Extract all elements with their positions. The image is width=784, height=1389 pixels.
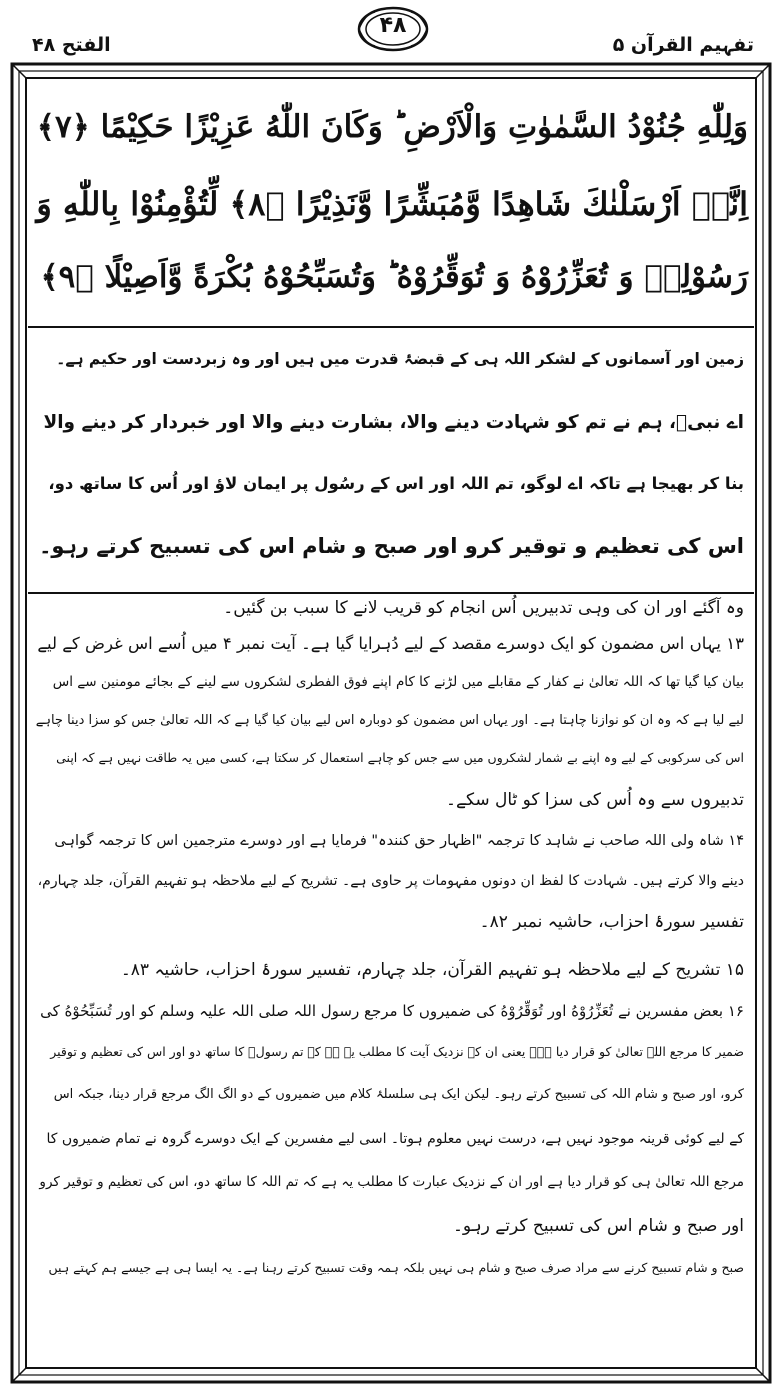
translation-line: اے نبیؐ، ہم نے تم کو شہادت دینے والا، بشارت دینے والا اور خبردار کر دینے والا: [43, 412, 744, 433]
ayah-line: وَلِلّٰهِ جُنُوْدُ السَّمٰوٰتِ وَالْاَرْضِ ؕ وَكَانَ اللّٰهُ عَزِیْزًا حَكِیْمًا ﴿۷﴾: [36, 109, 748, 145]
page-number-medallion: [355, 4, 431, 54]
footnote-line: کے لیے کوئی قرینہ موجود نہیں ہے، درست نہیں معلوم ہوتا۔ اسی لیے مفسرین کے ایک دوسرے گروہ نے تمام ضمیروں کا: [46, 1131, 744, 1147]
footnote-line: وہ آگئے اور ان کی وہی تدبیریں اُس انجام کو قریب لانے کا سبب بن گئیں۔: [223, 598, 744, 618]
footnote-line: مرجع اللہ تعالیٰ ہی کو قرار دیا ہے اور ان کے نزدیک عبارت کا مطلب یہ ہے کہ تم اللہ کا ساتھ دو، اس کی تعظیم و توقیر کرو: [39, 1174, 744, 1190]
footnote-line: دینے والا کرتے ہیں۔ شہادت کا لفظ ان دونوں مفہومات پر حاوی ہے۔ تشریح کے لیے ملاحظہ ہو تفہیم القرآن، جلد چہارم،: [37, 873, 744, 889]
footnote-line: صبح و شام تسبیح کرنے سے مراد صرف صبح و شام ہی نہیں بلکہ ہمہ وقت تسبیح کرتے رہنا ہے۔ یہ ایسا ہی ہے جیسے ہم کہتے ہیں: [48, 1260, 744, 1275]
translation-line: زمین اور آسمانوں کے لشکر اللہ ہی کے قبضۂ قدرت میں ہیں اور وہ زبردست اور حکیم ہے۔: [56, 350, 744, 368]
quran-verses: [28, 90, 754, 322]
footnote-line: لیے لیا ہے کہ وہ ان کو نوازنا چاہتا ہے۔ اور یہاں اس مضمون کو دوبارہ اس لیے بیان کیا گیا ہے کہ اللہ تعالیٰ جس کو سزا دینا چاہے: [35, 713, 744, 728]
translation-line: بنا کر بھیجا ہے تاکہ اے لوگو، تم اللہ اور اس کے رسُول پر ایمان لاؤ اور اُس کا ساتھ دو،: [48, 474, 744, 493]
footnote-line: ۱۳ یہاں اس مضمون کو ایک دوسرے مقصد کے لیے دُہرایا گیا ہے۔ آیت نمبر ۴ میں اُسے اس غرض کے لیے: [37, 634, 744, 653]
page-number: ۴۸: [379, 13, 407, 38]
surah-label: الفتح ۴۸: [32, 34, 111, 56]
ayah-line: رَسُوْلِهٖ وَ تُعَزِّرُوْهُ وَ تُوَقِّرُوْهُ ؕ وَتُسَبِّحُوْهُ بُكْرَةً وَّاَصِیْلًا ﴿۹﴾: [40, 259, 748, 295]
book-title-label: تفہیم القرآن ۵: [612, 34, 754, 56]
footnote-line: ۱۴ شاہ ولی اللہ صاحب نے شاہد کا ترجمہ "اظہار حق کنندہ" فرمایا ہے اور دوسرے مترجمین اس کا ترجمہ گواہی: [54, 833, 744, 849]
page-header: [0, 0, 784, 58]
section-divider: [28, 326, 754, 328]
footnote-line: اور صبح و شام اس کی تسبیح کرتے رہو۔: [452, 1216, 744, 1236]
footnote-line: ۱۶ بعض مفسرین نے تُعَزِّرُوْهُ اور تُوَقِّرُوْهُ کی ضمیروں کا مرجع رسول اللہ صلی اللہ علیہ وسلم کو اور تُسَبِّحُوْهُ کی: [40, 1002, 744, 1020]
footnote-line: ۱۵ تشریح کے لیے ملاحظہ ہو تفہیم القرآن، جلد چہارم، تفسیر سورۂ احزاب، حاشیہ ۸۳۔: [120, 960, 744, 980]
footnote-line: ضمیر کا مرجع اللہ تعالیٰ کو قرار دیا ہے۔ یعنی ان کے نزدیک آیت کا مطلب یہ ہے کہ تم رسولؐ کا ساتھ دو اور اس کی تعظیم و توقیر: [50, 1044, 744, 1059]
footnote-line: تدبیروں سے وہ اُس کی سزا کو ٹال سکے۔: [446, 790, 744, 810]
footnote-line: بیان کیا گیا تھا کہ اللہ تعالیٰ نے کفار کے مقابلے میں لڑنے کا کام اپنے فوق الفطری لشکروں سے لینے کے بجائے مومنین سے اس: [52, 674, 744, 690]
footnote-line: اس کی سرکوبی کے لیے وہ اپنے بے شمار لشکروں میں سے جس کو چاہے استعمال کر سکتا ہے، کسی میں یہ طاقت نہیں ہے کہ اپنی: [56, 750, 744, 765]
section-divider: [28, 592, 754, 594]
footnote-line: تفسیر سورۂ احزاب، حاشیہ نمبر ۸۲۔: [479, 912, 744, 932]
ayah-line: اِنَّاۤ اَرْسَلْنٰكَ شَاهِدًا وَّمُبَشِّرًا وَّنَذِیْرًا ﴿۸﴾ لِّتُؤْمِنُوْا بِاللّٰهِ وَ: [36, 185, 748, 223]
footnote-line: کرو، اور صبح و شام اللہ کی تسبیح کرتے رہو۔ لیکن ایک ہی سلسلۂ کلام میں ضمیروں کے دو الگ الگ مرجع قرار دینا، جبکہ اس: [53, 1087, 744, 1102]
translation-line: اس کی تعظیم و توقیر کرو اور صبح و شام اس کی تسبیح کرتے رہو۔: [39, 534, 744, 558]
